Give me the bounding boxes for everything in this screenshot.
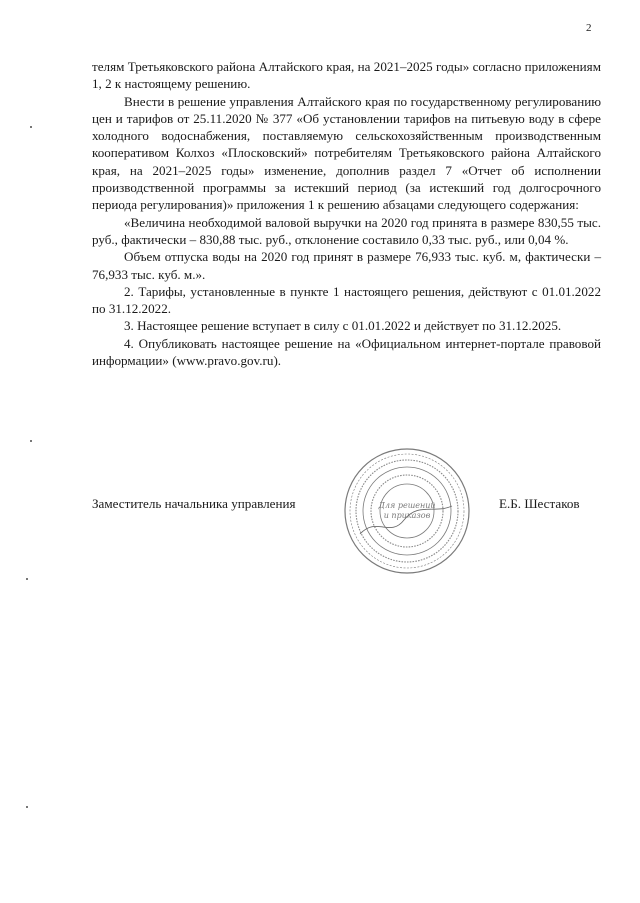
scan-mark-4 — [26, 806, 28, 808]
paragraph-3: «Величина необходимой валовой выручки на 2020 год принята в размере 830,55 тыс. руб., фактически – 830,88 тыс. руб., отклонение составило 0,33 тыс. руб., или 0,04 %. — [92, 214, 601, 247]
page-number: 2 — [586, 22, 592, 34]
paragraph-7: 4. Опубликовать настоящее решение на «Официальном интернет-портале правовой информации» (www.pravo.gov.ru). — [92, 335, 601, 369]
paragraph-4: Объем отпуска воды на 2020 год принят в размере 76,933 тыс. куб. м, фактически – 76,933 тыс. куб. м.». — [92, 249, 601, 282]
paragraph-6: 3. Настоящее решение вступает в силу с 01.01.2022 и действует по 31.12.2025. — [124, 318, 562, 334]
scan-mark-3 — [26, 578, 28, 580]
stamp-center-line-2: и приказов — [383, 511, 431, 520]
document-body — [92, 58, 601, 369]
signature-name: Е.Б. Шестаков — [499, 496, 580, 511]
scan-mark-2 — [30, 440, 32, 442]
official-stamp — [342, 446, 472, 576]
paragraph-1: телям Третьяковского района Алтайского края, на 2021–2025 годы» согласно приложениям 1, 2 к настоящему решению. — [92, 59, 601, 92]
paragraph-2: Внести в решение управления Алтайского края по государственному регулированию цен и тарифов от 25.11.2020 № 377 «Об установлении тарифов на питьевую воду в сфере холодного водоснабжения, поставляемую сельскохозяйственным производственным кооперативом Колхоз «Плосковский» потребителям Третьяковского района Алтайского края, на 2021–2025 годы» изменение, дополнив раздел 7 «Отчет об исполнении производственной программы за истекший период (за истекший год долгосрочного периода регулирования)» приложения 1 к решению абзацами следующего содержания: — [92, 93, 601, 213]
signature-position: Заместитель начальника управления — [92, 496, 296, 511]
scan-mark-1 — [30, 126, 32, 128]
stamp-center-line-1: Для решений — [378, 501, 436, 510]
paragraph-5: 2. Тарифы, установленные в пункте 1 настоящего решения, действуют с 01.01.2022 по 31.12.2022. — [92, 283, 601, 317]
